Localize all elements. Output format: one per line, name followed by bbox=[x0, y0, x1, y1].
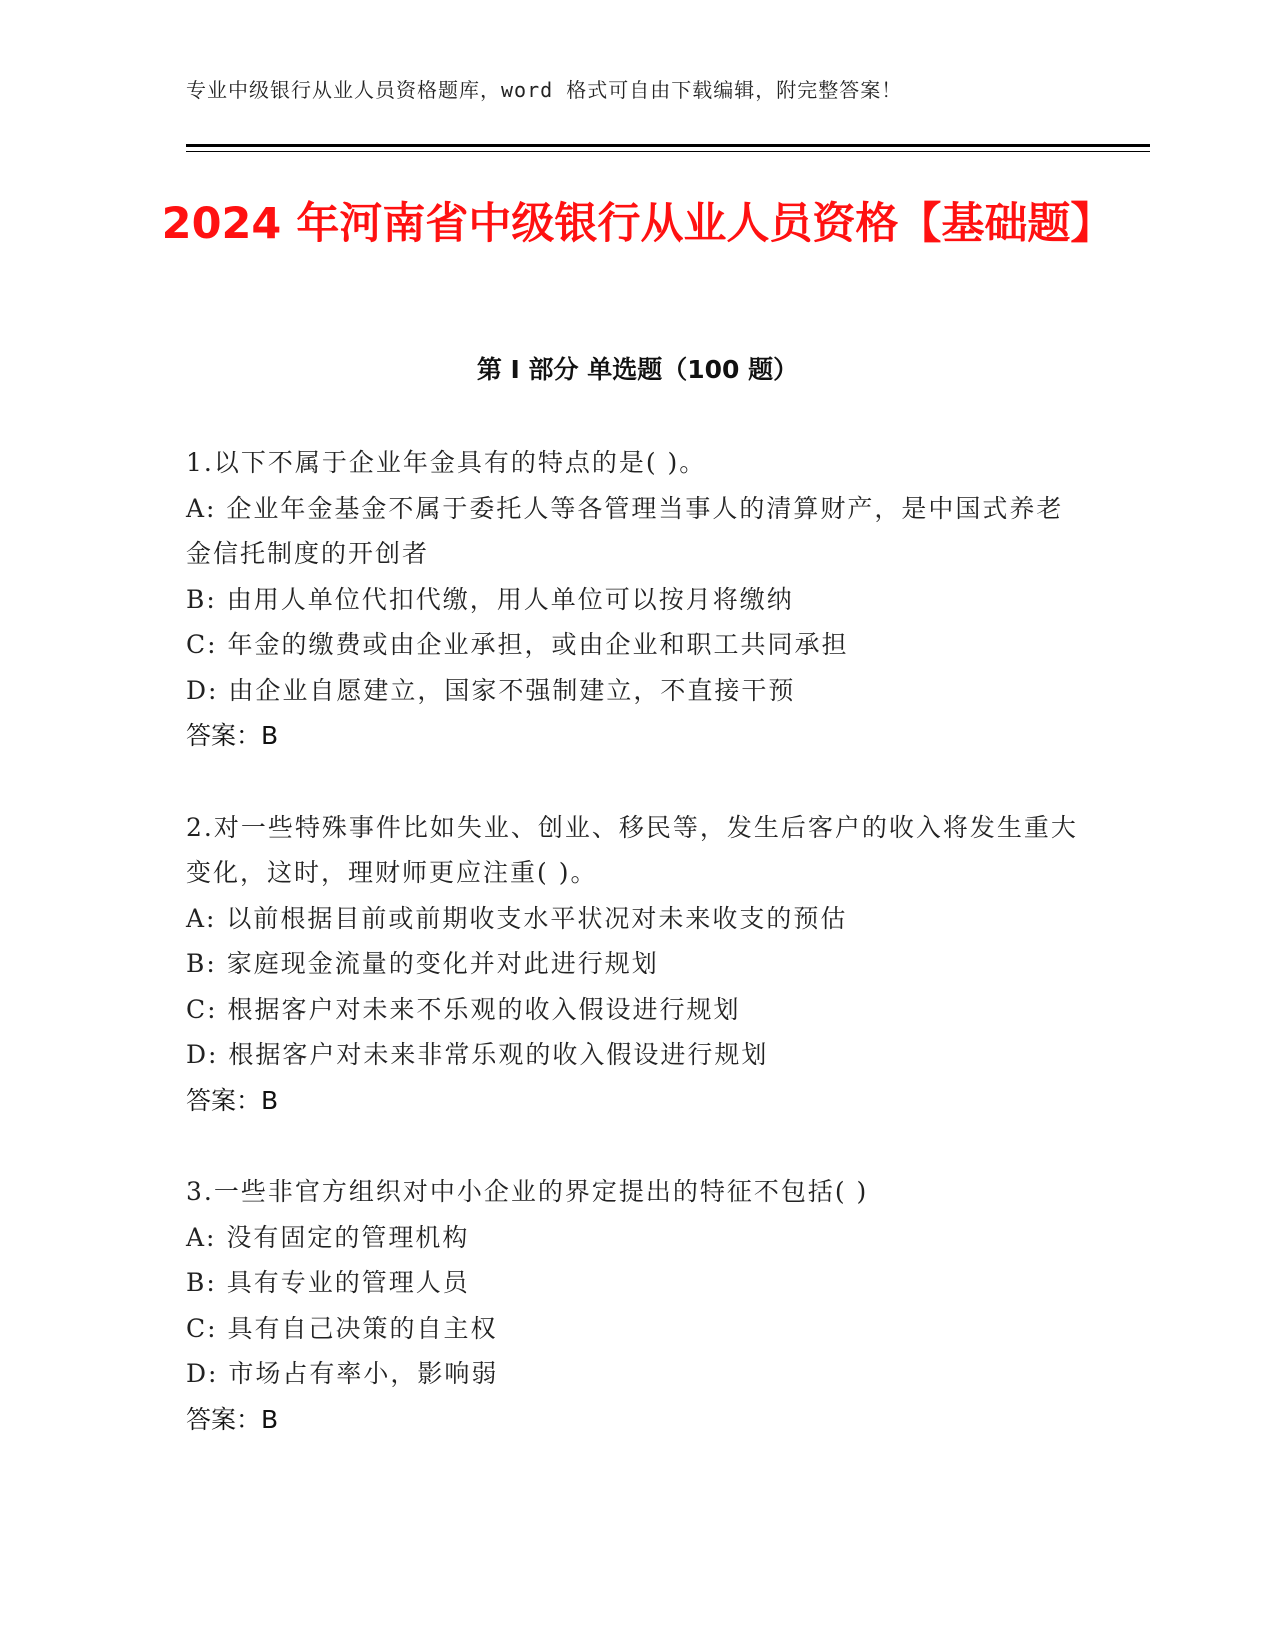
option-a: A: 以前根据目前或前期收支水平状况对未来收支的预估 bbox=[186, 903, 848, 933]
question-list bbox=[186, 440, 1086, 1442]
option-d: D: 根据客户对未来非常乐观的收入假设进行规划 bbox=[186, 1040, 769, 1069]
option-d: D: 市场占有率小，影响弱 bbox=[186, 1359, 499, 1388]
question-3 bbox=[186, 1169, 1086, 1442]
option-c: C: 根据客户对未来不乐观的收入假设进行规划 bbox=[186, 994, 741, 1024]
answer: 答案：B bbox=[186, 1085, 279, 1115]
answer: 答案：B bbox=[186, 1404, 279, 1434]
option-a: A: 企业年金基金不属于委托人等各管理当事人的清算财产，是中国式养老金信托制度的开创者 bbox=[186, 493, 1064, 568]
header-note: 专业中级银行从业人员资格题库，word 格式可自由下载编辑，附完整答案！ bbox=[186, 78, 903, 102]
option-b: B: 具有专业的管理人员 bbox=[186, 1268, 470, 1297]
question-2 bbox=[186, 805, 1086, 1124]
question-stem: 3.一些非官方组织对中小企业的界定提出的特征不包括( ) bbox=[186, 1177, 869, 1206]
option-d: D: 由企业自愿建立，国家不强制建立，不直接干预 bbox=[186, 675, 796, 705]
header-rule-thin bbox=[186, 151, 1150, 152]
section-title: 第 I 部分 单选题（100 题） bbox=[476, 355, 799, 384]
question-stem: 2.对一些特殊事件比如失业、创业、移民等，发生后客户的收入将发生重大变化，这时，理财师更应注重( )。 bbox=[186, 812, 1078, 887]
question-1 bbox=[186, 440, 1086, 759]
option-b: B: 家庭现金流量的变化并对此进行规划 bbox=[186, 949, 659, 978]
option-a: A: 没有固定的管理机构 bbox=[186, 1222, 470, 1252]
option-c: C: 具有自己决策的自主权 bbox=[186, 1313, 498, 1343]
option-c: C: 年金的缴费或由企业承担，或由企业和职工共同承担 bbox=[186, 630, 849, 659]
question-stem: 1.以下不属于企业年金具有的特点的是( )。 bbox=[186, 448, 707, 477]
document-title: 2024 年河南省中级银行从业人员资格【基础题】 bbox=[161, 199, 1114, 249]
header-rule-thick bbox=[186, 144, 1150, 147]
option-b: B: 由用人单位代扣代缴，用人单位可以按月将缴纳 bbox=[186, 584, 794, 614]
answer: 答案：B bbox=[186, 721, 279, 750]
